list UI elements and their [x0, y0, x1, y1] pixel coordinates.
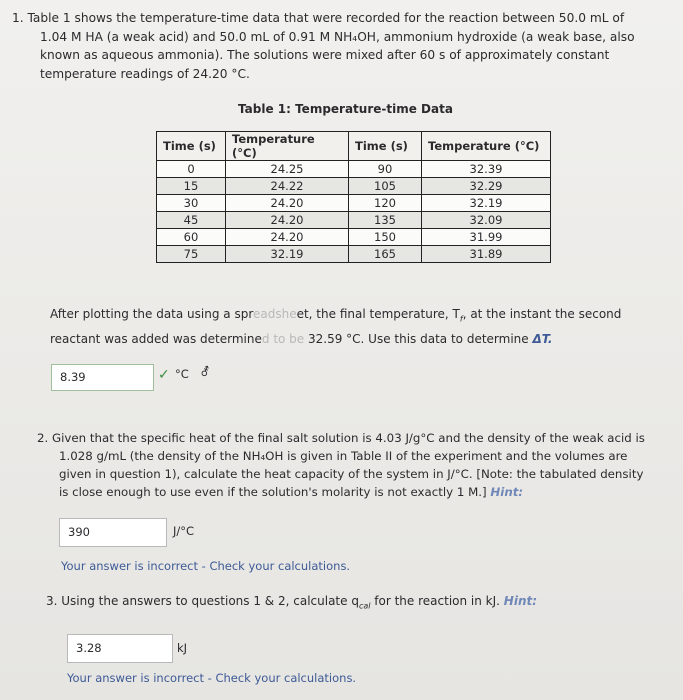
after-text-2b: 32.59 °C. Use this data to determine	[304, 332, 533, 347]
table-header-row	[157, 132, 551, 161]
question-3-text	[46, 592, 676, 616]
table-cell: 31.99	[422, 229, 551, 246]
table-cell: 15	[157, 178, 226, 195]
correct-check-icon: ✓	[158, 367, 170, 383]
question-1-line-2: 1.04 M HA (a weak acid) and 50.0 mL of 0.91 M NH₄OH, ammonium hydroxide (a weak base, also	[40, 29, 635, 44]
final-temp-subscript: f	[459, 314, 463, 324]
table-cell: 30	[157, 195, 226, 212]
question-1-line-3: known as aqueous ammonia). The solutions were mixed after 60 s of approximately constant	[40, 48, 610, 62]
after-text-2-blurred: d to be	[261, 332, 305, 347]
answer-3-input[interactable]: 3.28	[67, 634, 173, 663]
question-2-line-3: given in question 1), calculate the heat capacity of the system in J/°C. [Note: the tabulated density	[59, 467, 644, 481]
table-caption: Table 1: Temperature-time Data	[238, 102, 453, 116]
after-text-2a: reactant was added was determine	[50, 332, 262, 347]
table-cell: 120	[349, 195, 422, 212]
table-cell: 24.25	[226, 161, 349, 178]
table-row	[157, 229, 551, 246]
question-2-text	[37, 429, 672, 501]
table-row	[157, 195, 551, 212]
table-cell: 32.39	[422, 161, 551, 178]
table-cell: 0	[157, 161, 226, 178]
table-cell: 32.09	[422, 212, 551, 229]
table-cell: 31.89	[422, 246, 551, 263]
table-cell: 32.19	[422, 195, 551, 212]
answer-3-error-message: Your answer is incorrect - Check your calculations.	[67, 671, 357, 685]
table-row	[157, 178, 551, 195]
table-cell: 45	[157, 212, 226, 229]
answer-2-error-message: Your answer is incorrect - Check your calculations.	[61, 559, 351, 573]
after-text-1b: et, the final temperature, T	[296, 307, 460, 321]
table-cell: 105	[349, 178, 422, 195]
table-cell: 24.20	[226, 195, 349, 212]
question-1-text	[12, 9, 672, 83]
answer-2-input[interactable]: 390	[59, 518, 167, 547]
header-time-2: Time (s)	[349, 132, 422, 161]
table-row	[157, 212, 551, 229]
question-3-text-a: 3. Using the answers to questions 1 & 2, calculate q	[46, 594, 359, 608]
table-cell: 24.22	[226, 178, 349, 195]
table-cell: 150	[349, 229, 422, 246]
header-temperature-2: Temperature (°C)	[422, 132, 551, 161]
table-cell: 24.20	[226, 212, 349, 229]
question-1-line-4: temperature readings of 24.20 °C.	[40, 66, 250, 81]
question-3-hint-link[interactable]: Hint:	[503, 594, 538, 608]
temperature-time-table	[156, 131, 551, 263]
table-row	[157, 246, 551, 263]
table-row	[157, 161, 551, 178]
table-cell: 32.29	[422, 178, 551, 195]
question-1-line-1: 1. Table 1 shows the temperature-time data that were recorded for the reaction between 50.0 mL of	[12, 11, 625, 25]
gender-icon: ⚦	[200, 365, 211, 379]
final-temperature-text	[50, 304, 670, 350]
answer-2-unit: J/°C	[173, 524, 195, 538]
header-time-1: Time (s)	[157, 132, 226, 161]
question-3-text-b: for the reaction in kJ.	[370, 594, 500, 608]
question-2-line-1: 2. Given that the specific heat of the final salt solution is 4.03 J/g°C and the density of the weak acid is	[37, 431, 645, 445]
header-temperature-1: Temperature (°C)	[226, 132, 349, 161]
table-cell: 32.19	[226, 246, 349, 263]
after-text-1c: , at the instant the second	[462, 307, 622, 321]
table-cell: 75	[157, 246, 226, 263]
delta-t-symbol: ΔT.	[532, 332, 553, 347]
table-cell: 135	[349, 212, 422, 229]
question-2-hint-link[interactable]: Hint:	[490, 485, 524, 499]
q-cal-subscript: cal	[358, 601, 371, 611]
table-cell: 24.20	[226, 229, 349, 246]
after-text-1-blurred: eadshe	[253, 307, 297, 321]
answer-1-input[interactable]: 8.39	[51, 364, 154, 391]
table-cell: 165	[349, 246, 422, 263]
answer-3-unit: kJ	[177, 641, 188, 655]
question-2-line-4: is close enough to use even if the solution's molarity is not exactly 1 M.]	[59, 485, 487, 499]
table-cell: 90	[349, 161, 422, 178]
question-2-line-2: 1.028 g/mL (the density of the NH₄OH is given in Table II of the experiment and the volumes are	[59, 449, 628, 463]
answer-1-unit: °C	[175, 367, 189, 381]
after-text-1a: After plotting the data using a spr	[50, 307, 253, 321]
table-cell: 60	[157, 229, 226, 246]
